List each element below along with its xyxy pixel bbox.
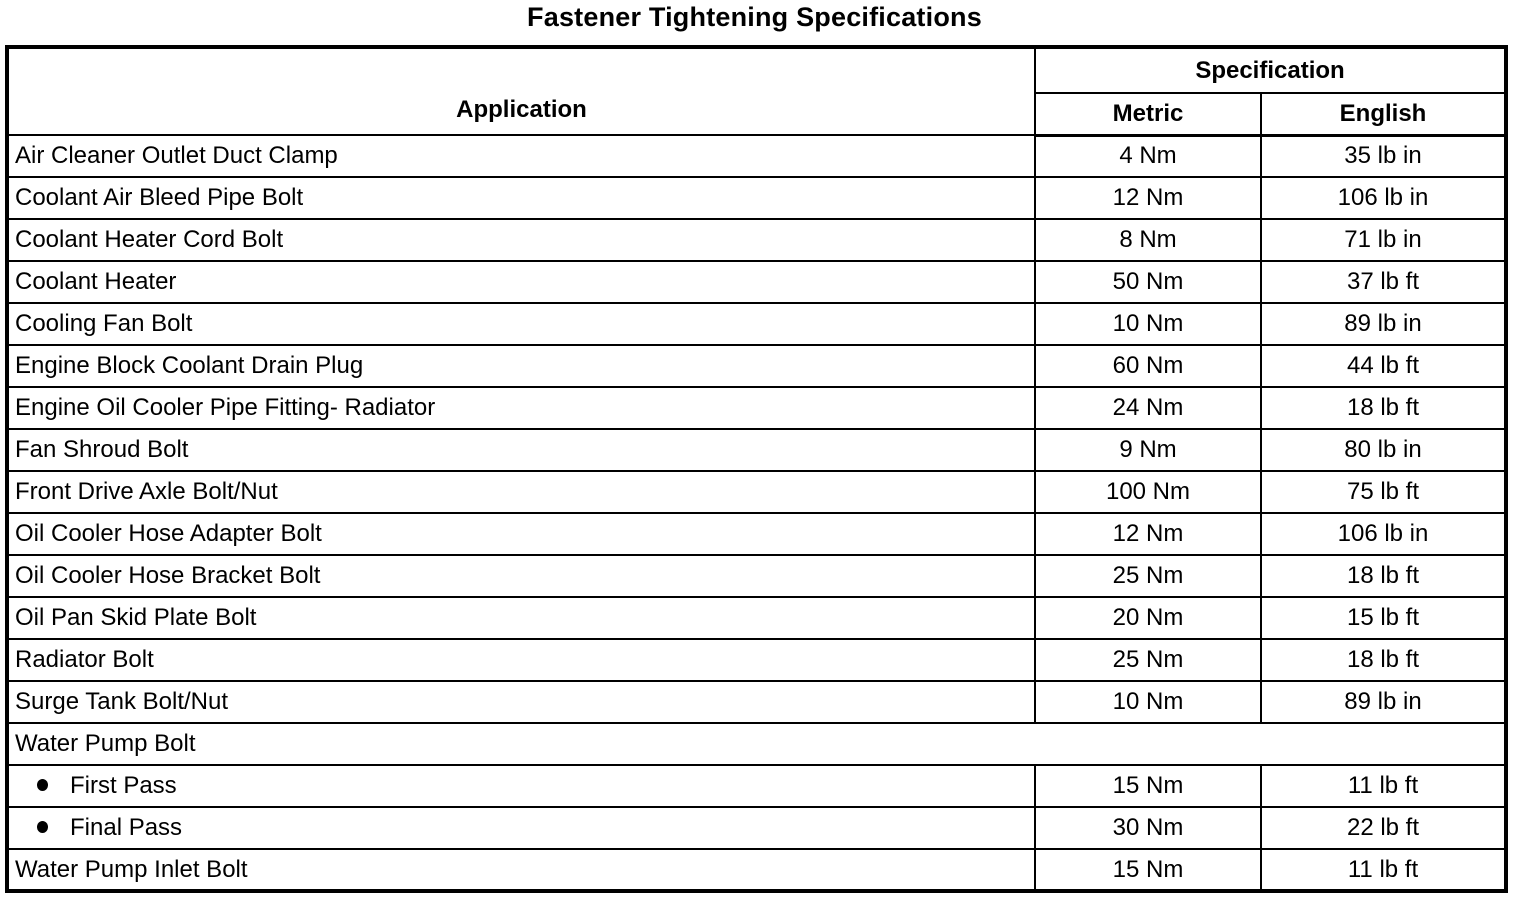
table-row <box>7 387 1506 429</box>
english-value-cell: 18 lb ft <box>1261 387 1506 429</box>
table-row <box>7 345 1506 387</box>
table-group-row <box>7 723 1506 765</box>
english-value-cell: 89 lb in <box>1261 303 1506 345</box>
table-row <box>7 219 1506 261</box>
metric-value-cell: 25 Nm <box>1035 639 1261 681</box>
table-header <box>7 47 1506 135</box>
page-title: Fastener Tightening Specifications <box>527 2 982 32</box>
application-cell: Coolant Heater Cord Bolt <box>7 219 1035 261</box>
application-cell: Surge Tank Bolt/Nut <box>7 681 1035 723</box>
application-cell <box>7 765 1035 807</box>
english-value-cell: 11 lb ft <box>1261 849 1506 891</box>
application-cell: Oil Cooler Hose Adapter Bolt <box>7 513 1035 555</box>
table-row <box>7 597 1506 639</box>
table-row <box>7 765 1506 807</box>
application-group-cell: Water Pump Bolt <box>7 723 1506 765</box>
metric-value-cell: 15 Nm <box>1035 765 1261 807</box>
application-cell <box>7 807 1035 849</box>
application-cell: Radiator Bolt <box>7 639 1035 681</box>
bullet-icon <box>37 779 48 791</box>
english-value-cell: 35 lb in <box>1261 135 1506 177</box>
specification-column-header: Specification <box>1035 47 1506 93</box>
application-label: Final Pass <box>70 814 183 841</box>
metric-value-cell: 12 Nm <box>1035 513 1261 555</box>
metric-value-cell: 100 Nm <box>1035 471 1261 513</box>
metric-value-cell: 30 Nm <box>1035 807 1261 849</box>
english-value-cell: 71 lb in <box>1261 219 1506 261</box>
metric-value-cell: 10 Nm <box>1035 303 1261 345</box>
metric-value-cell: 9 Nm <box>1035 429 1261 471</box>
english-value-cell: 37 lb ft <box>1261 261 1506 303</box>
metric-value-cell: 60 Nm <box>1035 345 1261 387</box>
table-row <box>7 555 1506 597</box>
table-row <box>7 177 1506 219</box>
english-value-cell: 75 lb ft <box>1261 471 1506 513</box>
table-row <box>7 471 1506 513</box>
english-value-cell: 106 lb in <box>1261 513 1506 555</box>
metric-value-cell: 20 Nm <box>1035 597 1261 639</box>
application-cell: Engine Oil Cooler Pipe Fitting- Radiator <box>7 387 1035 429</box>
table-row <box>7 513 1506 555</box>
application-cell: Oil Cooler Hose Bracket Bolt <box>7 555 1035 597</box>
english-value-cell: 11 lb ft <box>1261 765 1506 807</box>
english-value-cell: 80 lb in <box>1261 429 1506 471</box>
english-column-header: English <box>1261 93 1506 135</box>
metric-value-cell: 50 Nm <box>1035 261 1261 303</box>
table-body <box>7 135 1506 891</box>
table-row <box>7 135 1506 177</box>
metric-value-cell: 4 Nm <box>1035 135 1261 177</box>
table-row <box>7 429 1506 471</box>
fastener-spec-table <box>5 45 1508 893</box>
application-label: First Pass <box>70 772 177 799</box>
application-cell: Front Drive Axle Bolt/Nut <box>7 471 1035 513</box>
english-value-cell: 89 lb in <box>1261 681 1506 723</box>
english-value-cell: 106 lb in <box>1261 177 1506 219</box>
table-row <box>7 849 1506 891</box>
application-cell: Fan Shroud Bolt <box>7 429 1035 471</box>
application-cell: Oil Pan Skid Plate Bolt <box>7 597 1035 639</box>
application-cell: Water Pump Inlet Bolt <box>7 849 1035 891</box>
header-row-top <box>7 47 1506 93</box>
application-cell: Coolant Air Bleed Pipe Bolt <box>7 177 1035 219</box>
english-value-cell: 18 lb ft <box>1261 555 1506 597</box>
application-cell: Coolant Heater <box>7 261 1035 303</box>
metric-column-header: Metric <box>1035 93 1261 135</box>
metric-value-cell: 25 Nm <box>1035 555 1261 597</box>
english-value-cell: 44 lb ft <box>1261 345 1506 387</box>
metric-value-cell: 24 Nm <box>1035 387 1261 429</box>
table-row <box>7 807 1506 849</box>
english-value-cell: 22 lb ft <box>1261 807 1506 849</box>
table-row <box>7 639 1506 681</box>
table-row <box>7 303 1506 345</box>
application-cell: Engine Block Coolant Drain Plug <box>7 345 1035 387</box>
metric-value-cell: 10 Nm <box>1035 681 1261 723</box>
english-value-cell: 15 lb ft <box>1261 597 1506 639</box>
application-cell: Cooling Fan Bolt <box>7 303 1035 345</box>
english-value-cell: 18 lb ft <box>1261 639 1506 681</box>
application-cell: Air Cleaner Outlet Duct Clamp <box>7 135 1035 177</box>
metric-value-cell: 12 Nm <box>1035 177 1261 219</box>
metric-value-cell: 8 Nm <box>1035 219 1261 261</box>
table-row <box>7 261 1506 303</box>
metric-value-cell: 15 Nm <box>1035 849 1261 891</box>
application-column-header: Application <box>7 47 1035 135</box>
bullet-icon <box>37 821 48 833</box>
table-row <box>7 681 1506 723</box>
